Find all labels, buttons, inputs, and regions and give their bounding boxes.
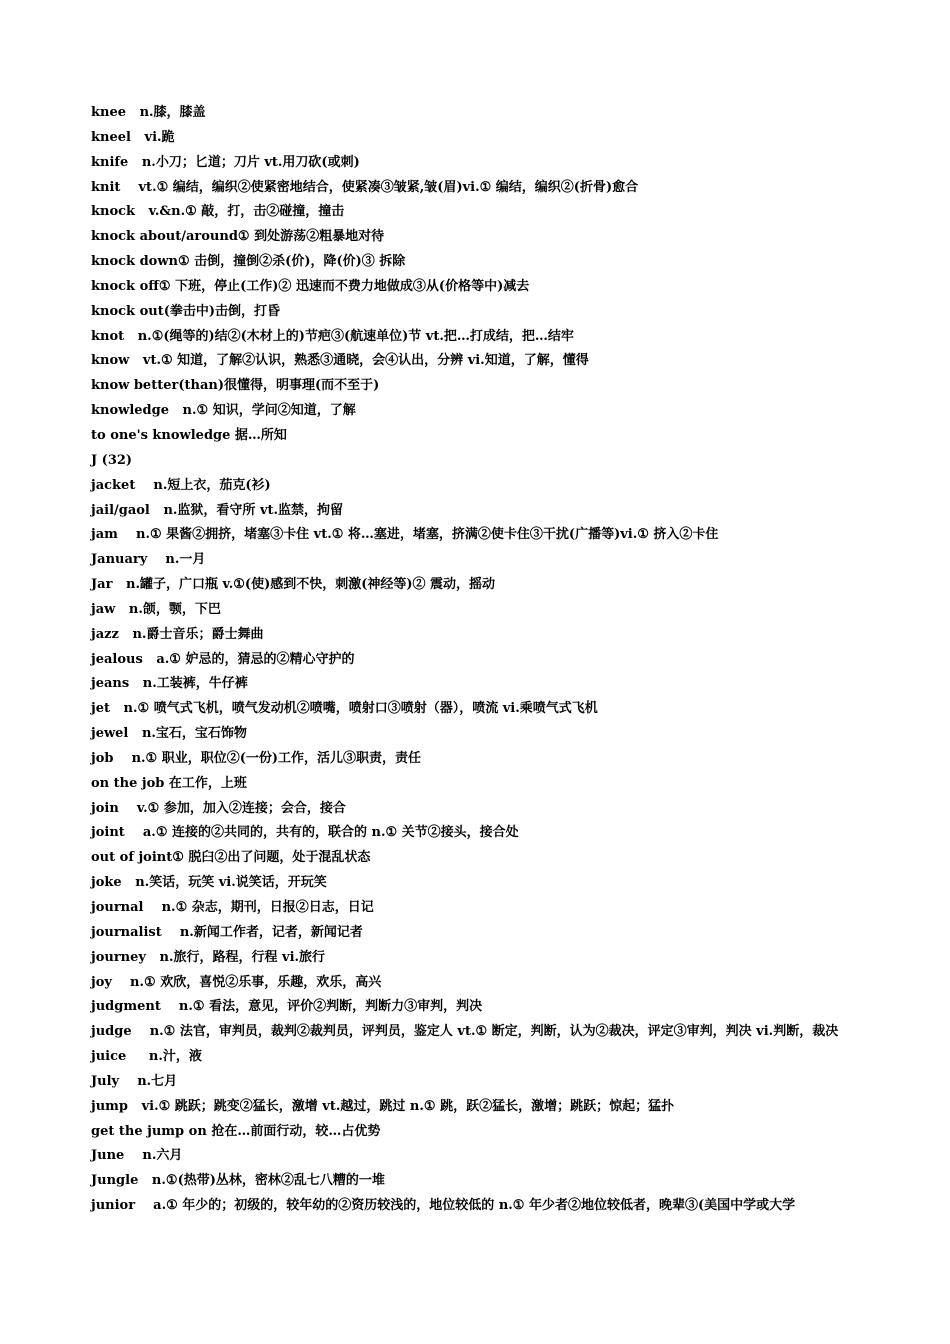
vocab-entry: out of joint① 脱臼②出了问题，处于混乱状态 (91, 850, 371, 866)
section-heading: J (32) (91, 452, 133, 468)
vocab-entry: July n.七月 (91, 1073, 178, 1089)
vocab-entry: jail/gaol n.监狱，看守所 vt.监禁，拘留 (91, 502, 344, 518)
vocab-entry: joy n.① 欢欣，喜悦②乐事，乐趣，欢乐，高兴 (91, 974, 382, 990)
vocab-entry: joint a.① 连接的②共同的，共有的，联合的 n.① 关节②接头，接合处 (91, 825, 519, 841)
vocab-entry: journalist n.新闻工作者，记者，新闻记者 (91, 924, 363, 940)
vocabulary-list (91, 101, 866, 1219)
vocab-entry: journal n.① 杂志，期刊，日报②日志，日记 (91, 900, 374, 915)
vocab-entry: jealous a.① 妒忌的，猜忌的②精心守护的 (91, 651, 355, 667)
vocab-entry: knock about/around① 到处游荡②粗暴地对待 (91, 229, 385, 245)
vocab-entry: jam n.① 果酱②拥挤，堵塞③卡住 vt.① 将…塞进，堵塞，挤满②使卡住③干扰(广播等)vi.① 挤入②卡住 (91, 527, 719, 543)
vocab-entry: joke n.笑话，玩笑 vi.说笑话，开玩笑 (91, 875, 327, 891)
vocab-entry: kneel vi.跪 (91, 129, 175, 145)
vocab-entry: knock off① 下班，停止(工作)② 迅速而不费力地做成③从(价格等中)减去 (91, 278, 530, 294)
vocab-entry: juice n.汁，液 (91, 1049, 202, 1065)
vocab-entry: jacket n.短上衣，茄克(衫) (91, 477, 271, 493)
vocab-entry: knot n.①(绳等的)结②(木材上的)节疤③(航速单位)节 vt.把…打成结，把…结牢 (91, 328, 574, 344)
vocab-entry: know vt.① 知道，了解②认识，熟悉③通晓，会④认出，分辨 vi.知道，了解，懂得 (91, 353, 589, 369)
vocab-entry: on the job 在工作，上班 (91, 775, 247, 791)
vocab-entry: judgment n.① 看法，意见，评价②判断，判断力③审判，判决 (91, 999, 483, 1015)
vocab-entry: jaw n.颌，颚，下巴 (91, 601, 221, 617)
vocab-entry: jeans n.工装裤，牛仔裤 (91, 676, 248, 692)
vocab-entry: judge n.① 法官，审判员，裁判②裁判员，评判员，鉴定人 vt.① 断定，判断，认为②裁决，评定③审判，判决 vi.判断，裁决 (91, 1024, 839, 1040)
vocab-entry: to one's knowledge 据…所知 (91, 427, 287, 443)
vocab-entry: get the jump on 抢在…前面行动，较…占优势 (91, 1123, 381, 1139)
vocab-entry: June n.六月 (91, 1148, 183, 1164)
vocab-entry: knowledge n.① 知识，学问②知道，了解 (91, 403, 356, 419)
vocab-entry: jewel n.宝石，宝石饰物 (91, 726, 247, 742)
vocab-entry: knock v.&n.① 敲，打，击②碰撞，撞击 (91, 204, 345, 220)
vocab-entry: knock out(拳击中)击倒，打昏 (91, 303, 281, 319)
vocab-entry: junior a.① 年少的；初级的，较年幼的②资历较浅的，地位较低的 n.① 年少者②地位较低者，晚辈③(美国中学或大学 (91, 1198, 796, 1214)
vocab-entry: Jar n.罐子，广口瓶 v.①(使)感到不快，刺激(神经等)② 震动，摇动 (91, 577, 496, 593)
vocab-entry: knee n.膝，膝盖 (91, 105, 206, 120)
vocab-entry: jump vi.① 跳跃；跳变②猛长，激增 vt.越过，跳过 n.① 跳，跃②猛长，激增；跳跃；惊起；猛扑 (91, 1098, 675, 1114)
vocab-entry: January n.一月 (91, 552, 206, 568)
vocab-entry: job n.① 职业，职位②(一份)工作，活儿③职责，责任 (91, 750, 422, 766)
vocab-entry: jet n.① 喷气式飞机，喷气发动机②喷嘴，喷射口③喷射（器），喷流 vi.乘喷气式飞机 (91, 701, 598, 717)
vocab-entry: knit vt.① 编结，编织②使紧密地结合，使紧凑③皱紧,皱(眉)vi.① 编结，编织②(折骨)愈合 (91, 179, 639, 195)
vocab-entry: knock down① 击倒，撞倒②杀(价)，降(价)③ 拆除 (91, 254, 406, 270)
vocab-entry: know better(than)很懂得，明事理(而不至于) (91, 378, 380, 394)
vocab-entry: jazz n.爵士音乐；爵士舞曲 (91, 626, 264, 642)
vocab-entry: join v.① 参加，加入②连接；会合，接合 (91, 800, 346, 816)
vocab-entry: journey n.旅行，路程，行程 vi.旅行 (91, 949, 326, 965)
vocab-entry: knife n.小刀；匕道；刀片 vt.用刀砍(或刺) (91, 154, 360, 170)
vocab-entry: Jungle n.①(热带)丛林，密林②乱七八糟的一堆 (91, 1173, 385, 1189)
